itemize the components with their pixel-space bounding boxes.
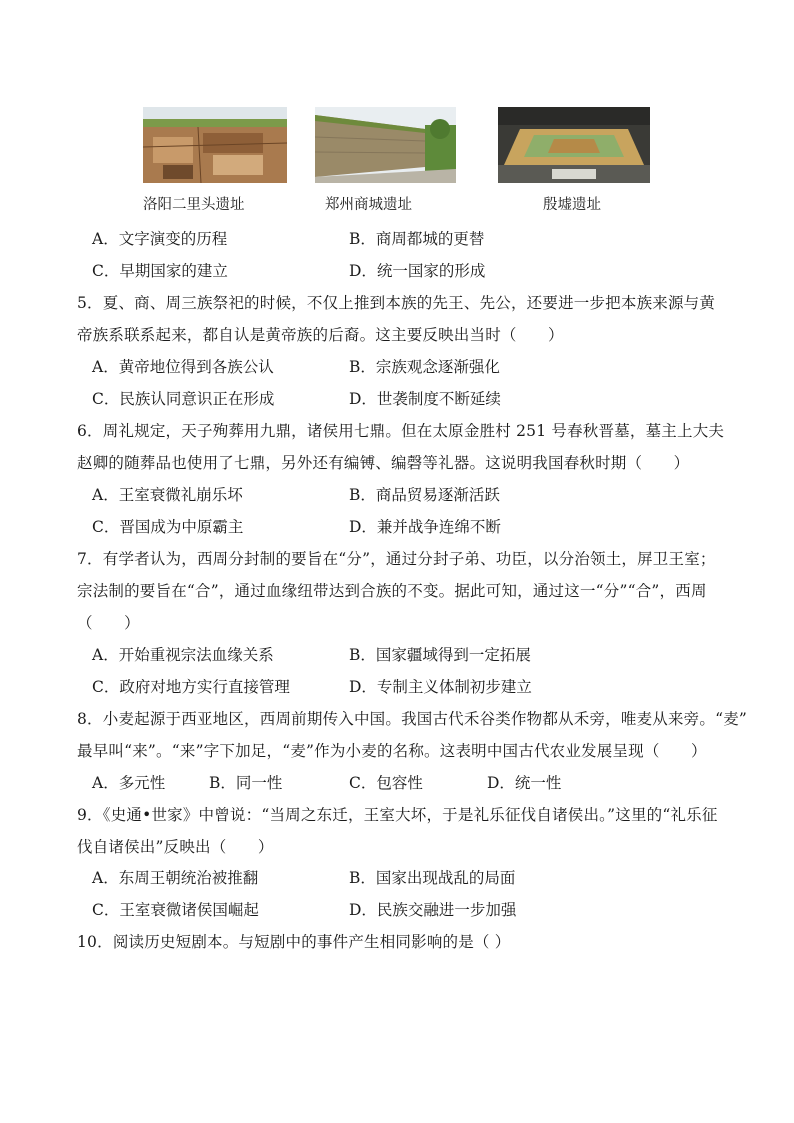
q7-stem-line-3: （ ）	[77, 614, 140, 632]
q9-option-a[interactable]: A．东周王朝统治被推翻	[92, 869, 259, 887]
q5-option-a[interactable]: A．黄帝地位得到各族公认	[92, 358, 274, 376]
q9-stem-line-1: 9．《史通•世家》中曾说：“当周之东迁，王室大坏，于是礼乐征伐自诸侯出。”这里的“礼乐征	[77, 806, 718, 824]
q6-option-c[interactable]: C．晋国成为中原霸主	[92, 518, 244, 536]
q6-stem-line-2: 赵卿的随葬品也使用了七鼎，另外还有编镈、编磬等礼器。这说明我国春秋时期（ ）	[77, 454, 690, 472]
caption-erlitou: 洛阳二里头遗址	[143, 197, 245, 213]
caption-zhengzhou: 郑州商城遗址	[325, 197, 412, 213]
q9-option-c[interactable]: C．王室衰微诸侯国崛起	[92, 901, 259, 919]
q9-option-b[interactable]: B．国家出现战乱的局面	[349, 869, 516, 887]
q4-option-c[interactable]: C．早期国家的建立	[92, 262, 228, 280]
q6-option-a[interactable]: A．王室衰微礼崩乐坏	[92, 486, 243, 504]
q9-option-d[interactable]: D．民族交融进一步加强	[349, 901, 517, 919]
q8-stem-line-1: 8．小麦起源于西亚地区，西周前期传入中国。我国古代禾谷类作物都从禾旁，唯麦从来旁。“麦”	[77, 710, 748, 728]
q5-option-c[interactable]: C．民族认同意识正在形成	[92, 390, 275, 408]
q8-option-b[interactable]: B．同一性	[209, 774, 283, 792]
q5-option-b[interactable]: B．宗族观念逐渐强化	[349, 358, 500, 376]
q6-option-d[interactable]: D．兼并战争连绵不断	[349, 518, 501, 536]
q4-option-d[interactable]: D．统一国家的形成	[349, 262, 486, 280]
q7-option-a[interactable]: A．开始重视宗法血缘关系	[92, 646, 274, 664]
q8-stem-line-2: 最早叫“来”。“来”字下加足，“麦”作为小麦的名称。这表明中国古代农业发展呈现（ ）	[77, 742, 707, 760]
yinxu-model-photo	[498, 107, 650, 183]
q7-option-d[interactable]: D．专制主义体制初步建立	[349, 678, 532, 696]
q6-stem-line-1: 6．周礼规定，天子殉葬用九鼎，诸侯用七鼎。但在太原金胜村 251 号春秋晋墓，墓主上大夫	[77, 422, 725, 440]
q5-stem-line-2: 帝族系联系起来，都自认是黄帝族的后裔。这主要反映出当时（ ）	[77, 326, 564, 344]
q7-stem-line-2: 宗法制的要旨在“合”，通过血缘纽带达到合族的不变。据此可知，通过这一“分”“合”，西周	[77, 582, 707, 600]
zhengzhou-wall-photo	[315, 107, 456, 183]
q8-option-c[interactable]: C．包容性	[349, 774, 423, 792]
q5-option-d[interactable]: D．世袭制度不断延续	[349, 390, 501, 408]
q8-option-a[interactable]: A．多元性	[92, 774, 166, 792]
q6-option-b[interactable]: B．商品贸易逐渐活跃	[349, 486, 500, 504]
q7-option-b[interactable]: B．国家疆域得到一定拓展	[349, 646, 531, 664]
q9-stem-line-2: 伐自诸侯出”反映出（ ）	[77, 838, 274, 856]
q7-stem-line-1: 7．有学者认为，西周分封制的要旨在“分”，通过分封子弟、功臣，以分治领土，屏卫王室；	[77, 550, 716, 568]
q5-stem-line-1: 5．夏、商、周三族祭祀的时候，不仅上推到本族的先王、先公，还要进一步把本族来源与黄	[77, 294, 716, 312]
q4-option-b[interactable]: B．商周都城的更替	[349, 230, 485, 248]
caption-yinxu: 殷墟遗址	[543, 197, 601, 213]
q7-option-c[interactable]: C．政府对地方实行直接管理	[92, 678, 290, 696]
q4-option-a[interactable]: A．文字演变的历程	[92, 230, 228, 248]
q8-option-d[interactable]: D．统一性	[487, 774, 562, 792]
q10-stem-line-1: 10．阅读历史短剧本。与短剧中的事件产生相同影响的是（ ）	[77, 933, 511, 951]
erlitou-site-photo	[143, 107, 287, 183]
